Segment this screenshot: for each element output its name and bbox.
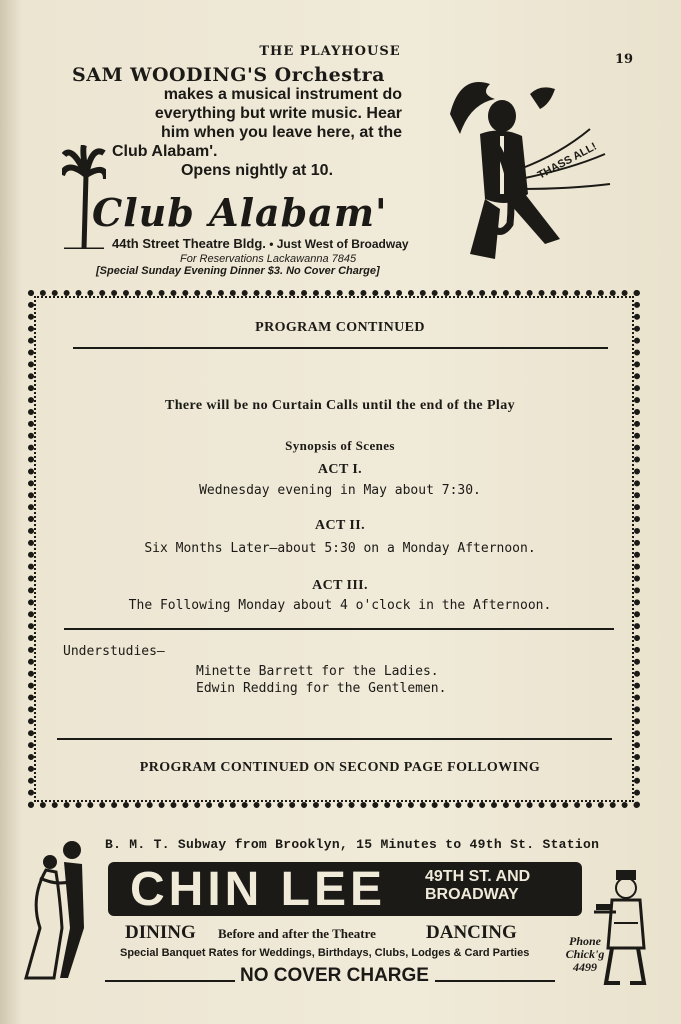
- understudies-label: Understudies—: [63, 644, 165, 659]
- restaurant-address: 49TH ST. AND BROADWAY: [425, 868, 531, 903]
- act-description: The Following Monday about 4 o'clock in the Afternoon.: [128, 598, 552, 613]
- divider: [64, 628, 614, 630]
- program-heading: PROGRAM CONTINUED: [255, 320, 425, 335]
- club-name: Club Alabam': [92, 190, 388, 235]
- program-continued-footer: PROGRAM CONTINUED ON SECOND PAGE FOLLOWING: [139, 760, 541, 775]
- ad-line: Club Alabam'.: [112, 143, 218, 160]
- dancing-couple-illustration-icon: [20, 838, 100, 988]
- act-label: ACT II.: [314, 518, 365, 533]
- divider: [435, 980, 555, 982]
- club-alabam-ad-copy: [72, 66, 402, 180]
- ad-line: makes a musical instrument do: [163, 86, 402, 103]
- waiter-illustration-icon: [592, 868, 654, 993]
- restaurant-name: CHIN LEE: [130, 863, 387, 916]
- dancing-label: DANCING: [426, 922, 517, 943]
- club-address: 44th Street Theatre Bldg. • Just West of Broadway: [112, 236, 409, 251]
- act-description: Six Months Later—about 5:30 on a Monday Afternoon.: [144, 541, 536, 556]
- dining-subtext: Before and after the Theatre: [218, 926, 376, 941]
- ad-banner-text: THASS ALL!: [535, 140, 599, 182]
- subway-directions: B. M. T. Subway from Brooklyn, 15 Minutes to 49th St. Station: [105, 837, 600, 852]
- ad-headline: SAM WOODING'S Orchestra: [72, 64, 385, 86]
- synopsis-title: Synopsis of Scenes: [285, 438, 395, 453]
- page-number: 19: [615, 52, 634, 67]
- dining-label: DINING: [125, 922, 196, 943]
- ad-line: Opens nightly at 10.: [180, 162, 334, 179]
- curtain-call-notice: There will be no Curtain Calls until the end of the Play: [165, 398, 515, 413]
- divider: [73, 347, 608, 349]
- divider: [105, 980, 235, 982]
- saxophonist-illustration-icon: [440, 74, 620, 274]
- understudy-item: Edwin Redding for the Gentlemen.: [196, 681, 447, 696]
- no-cover-charge: NO COVER CHARGE: [240, 965, 429, 986]
- ad-line: everything but write music. Hear: [154, 105, 402, 122]
- understudy-item: Minette Barrett for the Ladies.: [196, 664, 439, 679]
- act-description: Wednesday evening in May about 7:30.: [199, 483, 481, 498]
- phone-number: Phone Chick'g 4499: [565, 934, 605, 974]
- running-header: THE PLAYHOUSE: [259, 44, 401, 59]
- ad-line: him when you leave here, at the: [161, 124, 402, 141]
- divider: [57, 738, 612, 740]
- club-sunday-dinner: [Special Sunday Evening Dinner $3. No Cover Charge]: [96, 265, 380, 277]
- banquet-rates: Special Banquet Rates for Weddings, Birthdays, Clubs, Lodges & Card Parties: [120, 947, 530, 959]
- act-label: ACT I.: [317, 462, 363, 477]
- club-reservations: For Reservations Lackawanna 7845: [180, 253, 357, 265]
- act-label: ACT III.: [312, 578, 368, 593]
